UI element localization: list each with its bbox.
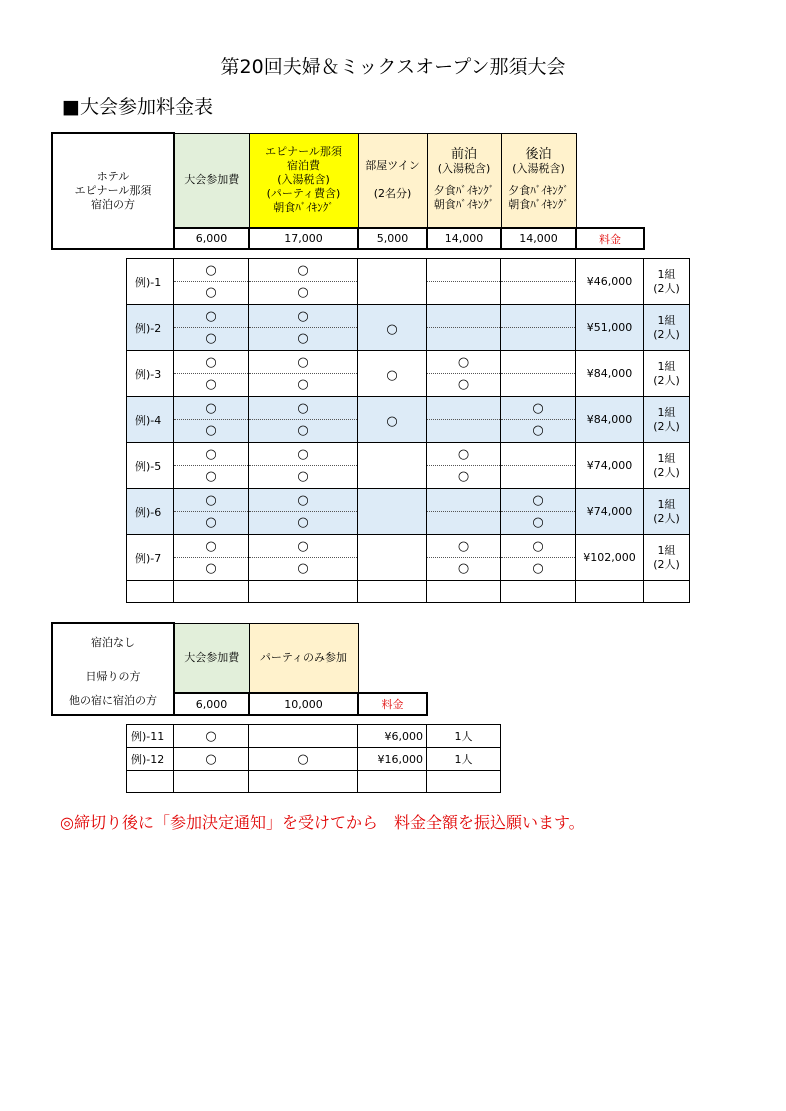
- circle-mark: ○: [457, 446, 470, 462]
- twin-mark: [358, 305, 427, 351]
- empty-cell: [174, 771, 249, 793]
- circle-mark: ○: [205, 492, 217, 508]
- circle-mark: ○: [205, 515, 217, 531]
- example-row: [127, 305, 690, 351]
- group-line: (2人): [653, 327, 680, 341]
- circle-mark: ○: [297, 446, 309, 462]
- circle-mark: ○: [386, 368, 398, 383]
- example-total: ¥74,000: [576, 489, 644, 535]
- circle-mark: ○: [532, 561, 544, 577]
- circle-mark: ○: [205, 331, 217, 347]
- group-line: 1組: [657, 267, 676, 281]
- day-example-total: ¥6,000: [358, 725, 427, 748]
- price-hotel: 17,000: [249, 228, 358, 249]
- circle-mark: ○: [297, 331, 309, 347]
- example-label: 例)-7: [127, 535, 174, 581]
- empty-cell: [427, 771, 501, 793]
- hotel-category-line: エピナール那須: [74, 184, 152, 197]
- circle-mark: ○: [297, 561, 309, 577]
- pre-night-marks: [427, 259, 501, 305]
- circle-mark: ○: [205, 469, 217, 485]
- price-pre-night: 14,000: [427, 228, 501, 249]
- post-night-marks: [501, 351, 576, 397]
- group-line: 1組: [657, 359, 676, 373]
- page-title: 第20回夫婦＆ミックスオープン那須大会: [220, 56, 566, 78]
- participation-marks: [174, 443, 249, 489]
- post-night-marks: [501, 397, 576, 443]
- hotel-price-header-table: [51, 132, 645, 250]
- post-night-marks: [501, 259, 576, 305]
- twin-mark: [358, 397, 427, 443]
- daytrip-category-line: 宿泊なし: [91, 636, 135, 649]
- price-twin: 5,000: [358, 228, 427, 249]
- example-group: [644, 351, 690, 397]
- example-total: ¥74,000: [576, 443, 644, 489]
- day-example-people: 1人: [427, 748, 501, 771]
- empty-cell: [249, 581, 358, 603]
- circle-mark: ○: [297, 423, 309, 439]
- example-row: [127, 351, 690, 397]
- empty-cell: [644, 581, 690, 603]
- circle-mark: ○: [205, 423, 217, 439]
- twin-mark: [358, 489, 427, 535]
- daytrip-category-cell: [52, 623, 174, 715]
- circle-mark: ○: [205, 308, 217, 324]
- header-pre-night: 前泊 (入湯税含) 夕食ﾊﾞｲｷﾝｸﾞ 朝食ﾊﾞｲｷﾝｸﾞ: [427, 133, 501, 228]
- day-example-total: ¥16,000: [358, 748, 427, 771]
- empty-cell: [249, 771, 358, 793]
- daytrip-category-line: 日帰りの方: [85, 670, 141, 683]
- pre-night-marks: [427, 443, 501, 489]
- participation-marks: [174, 535, 249, 581]
- example-group: [644, 259, 690, 305]
- example-total: ¥51,000: [576, 305, 644, 351]
- hotel-marks: [249, 535, 358, 581]
- price-day-participation: 6,000: [174, 693, 249, 715]
- participation-marks: [174, 351, 249, 397]
- pre-night-marks: [427, 351, 501, 397]
- header-party-only: パーティのみ参加: [249, 623, 358, 693]
- circle-mark: ○: [297, 354, 309, 370]
- example-group: [644, 489, 690, 535]
- example-group: [644, 397, 690, 443]
- empty-cell: [127, 771, 174, 793]
- example-label: 例)-4: [127, 397, 174, 443]
- circle-mark: ○: [297, 285, 309, 301]
- twin-mark: [358, 535, 427, 581]
- header-twin-room: 部屋ツイン (2名分): [358, 133, 427, 228]
- participation-marks: [174, 397, 249, 443]
- circle-mark: ○: [532, 492, 544, 508]
- circle-mark: ○: [297, 469, 309, 485]
- circle-mark: ○: [205, 377, 217, 393]
- group-line: (2人): [653, 557, 680, 571]
- header-participation-fee: 大会参加費: [174, 133, 249, 228]
- circle-mark: ○: [297, 492, 309, 508]
- day-example-row: [127, 748, 501, 771]
- participation-marks: [174, 489, 249, 535]
- circle-mark: ○: [205, 446, 217, 462]
- group-line: (2人): [653, 281, 680, 295]
- circle-mark: ○: [532, 400, 544, 416]
- circle-mark: ○: [297, 538, 309, 554]
- example-total: ¥102,000: [576, 535, 644, 581]
- example-label: 例)-2: [127, 305, 174, 351]
- group-line: (2人): [653, 465, 680, 479]
- day-fee-label: 料金: [358, 693, 427, 715]
- day-example-people: 1人: [427, 725, 501, 748]
- circle-mark: [249, 725, 358, 748]
- example-total: ¥84,000: [576, 351, 644, 397]
- empty-cell: [501, 581, 576, 603]
- example-group: [644, 535, 690, 581]
- circle-mark: ○: [205, 354, 217, 370]
- circle-mark: ○: [205, 285, 217, 301]
- post-night-marks: [501, 443, 576, 489]
- circle-mark: ○: [457, 377, 470, 393]
- circle-mark: ○: [205, 538, 217, 554]
- circle-mark: ○: [386, 322, 398, 337]
- circle-mark: ○: [532, 538, 544, 554]
- hotel-marks: [249, 397, 358, 443]
- group-line: (2人): [653, 511, 680, 525]
- circle-mark: ○: [297, 308, 309, 324]
- example-row: [127, 489, 690, 535]
- circle-mark: ○: [174, 748, 249, 771]
- empty-cell: [358, 771, 427, 793]
- circle-mark: ○: [532, 423, 544, 439]
- pre-night-marks: [427, 305, 501, 351]
- circle-mark: ○: [297, 515, 309, 531]
- empty-row: [127, 771, 501, 793]
- daytrip-category-line: 他の宿に宿泊の方: [69, 694, 157, 707]
- group-line: (2人): [653, 419, 680, 433]
- group-line: 1組: [657, 543, 676, 557]
- participation-marks: [174, 259, 249, 305]
- circle-mark: ○: [297, 400, 309, 416]
- daytrip-examples-table: [126, 724, 501, 793]
- post-night-marks: [501, 305, 576, 351]
- price-party-only: 10,000: [249, 693, 358, 715]
- header-hotel-stay: エピナール那須 宿泊費 (入湯税含) (パーティ費含) 朝食ﾊﾞｲｷﾝｸﾞ: [249, 133, 358, 228]
- post-night-marks: [501, 535, 576, 581]
- example-label: 例)-1: [127, 259, 174, 305]
- participation-marks: [174, 305, 249, 351]
- hotel-examples-table: [126, 258, 690, 603]
- empty-cell: [576, 581, 644, 603]
- circle-mark: ○: [386, 414, 398, 429]
- pre-night-marks: [427, 397, 501, 443]
- circle-mark: ○: [205, 561, 217, 577]
- empty-row: [127, 581, 690, 603]
- header-day-participation: 大会参加費: [174, 623, 249, 693]
- circle-mark: ○: [532, 515, 544, 531]
- example-label: 例)-6: [127, 489, 174, 535]
- hotel-marks: [249, 443, 358, 489]
- circle-mark: ○: [457, 469, 470, 485]
- example-label: 例)-3: [127, 351, 174, 397]
- payment-note: ◎締切り後に「参加決定通知」を受けてから 料金全額を振込願います。: [60, 813, 585, 832]
- circle-mark: ○: [457, 561, 470, 577]
- circle-mark: ○: [174, 725, 249, 748]
- circle-mark: ○: [205, 262, 217, 278]
- empty-cell: [127, 581, 174, 603]
- circle-mark: ○: [457, 538, 470, 554]
- example-label: 例)-5: [127, 443, 174, 489]
- pre-night-marks: [427, 535, 501, 581]
- day-example-row: [127, 725, 501, 748]
- hotel-category-line: ホテル: [96, 170, 130, 183]
- example-total: ¥84,000: [576, 397, 644, 443]
- empty-cell: [174, 581, 249, 603]
- example-group: [644, 443, 690, 489]
- group-line: (2人): [653, 373, 680, 387]
- example-total: ¥46,000: [576, 259, 644, 305]
- section-heading: ■大会参加料金表: [62, 96, 213, 118]
- hotel-category-cell: [52, 133, 174, 249]
- twin-mark: [358, 351, 427, 397]
- example-row: [127, 259, 690, 305]
- hotel-marks: [249, 489, 358, 535]
- fee-label: 料金: [576, 228, 644, 249]
- hotel-marks: [249, 351, 358, 397]
- example-group: [644, 305, 690, 351]
- group-line: 1組: [657, 451, 676, 465]
- header-post-night: 後泊 (入湯税含) 夕食ﾊﾞｲｷﾝｸﾞ 朝食ﾊﾞｲｷﾝｸﾞ: [501, 133, 576, 228]
- group-line: 1組: [657, 313, 676, 327]
- empty-cell: [427, 581, 501, 603]
- pre-night-marks: [427, 489, 501, 535]
- price-post-night: 14,000: [501, 228, 576, 249]
- hotel-marks: [249, 259, 358, 305]
- hotel-marks: [249, 305, 358, 351]
- group-line: 1組: [657, 405, 676, 419]
- example-row: [127, 397, 690, 443]
- hotel-category-line: 宿泊の方: [91, 198, 135, 211]
- circle-mark: ○: [249, 748, 358, 771]
- circle-mark: ○: [457, 354, 470, 370]
- twin-mark: [358, 259, 427, 305]
- example-row: [127, 443, 690, 489]
- price-participation: 6,000: [174, 228, 249, 249]
- twin-mark: [358, 443, 427, 489]
- group-line: 1組: [657, 497, 676, 511]
- example-row: [127, 535, 690, 581]
- empty-cell: [358, 581, 427, 603]
- circle-mark: ○: [297, 377, 309, 393]
- daytrip-price-header-table: [51, 622, 428, 716]
- day-example-label: 例)-11: [127, 725, 174, 748]
- post-night-marks: [501, 489, 576, 535]
- day-example-label: 例)-12: [127, 748, 174, 771]
- circle-mark: ○: [205, 400, 217, 416]
- circle-mark: ○: [297, 262, 309, 278]
